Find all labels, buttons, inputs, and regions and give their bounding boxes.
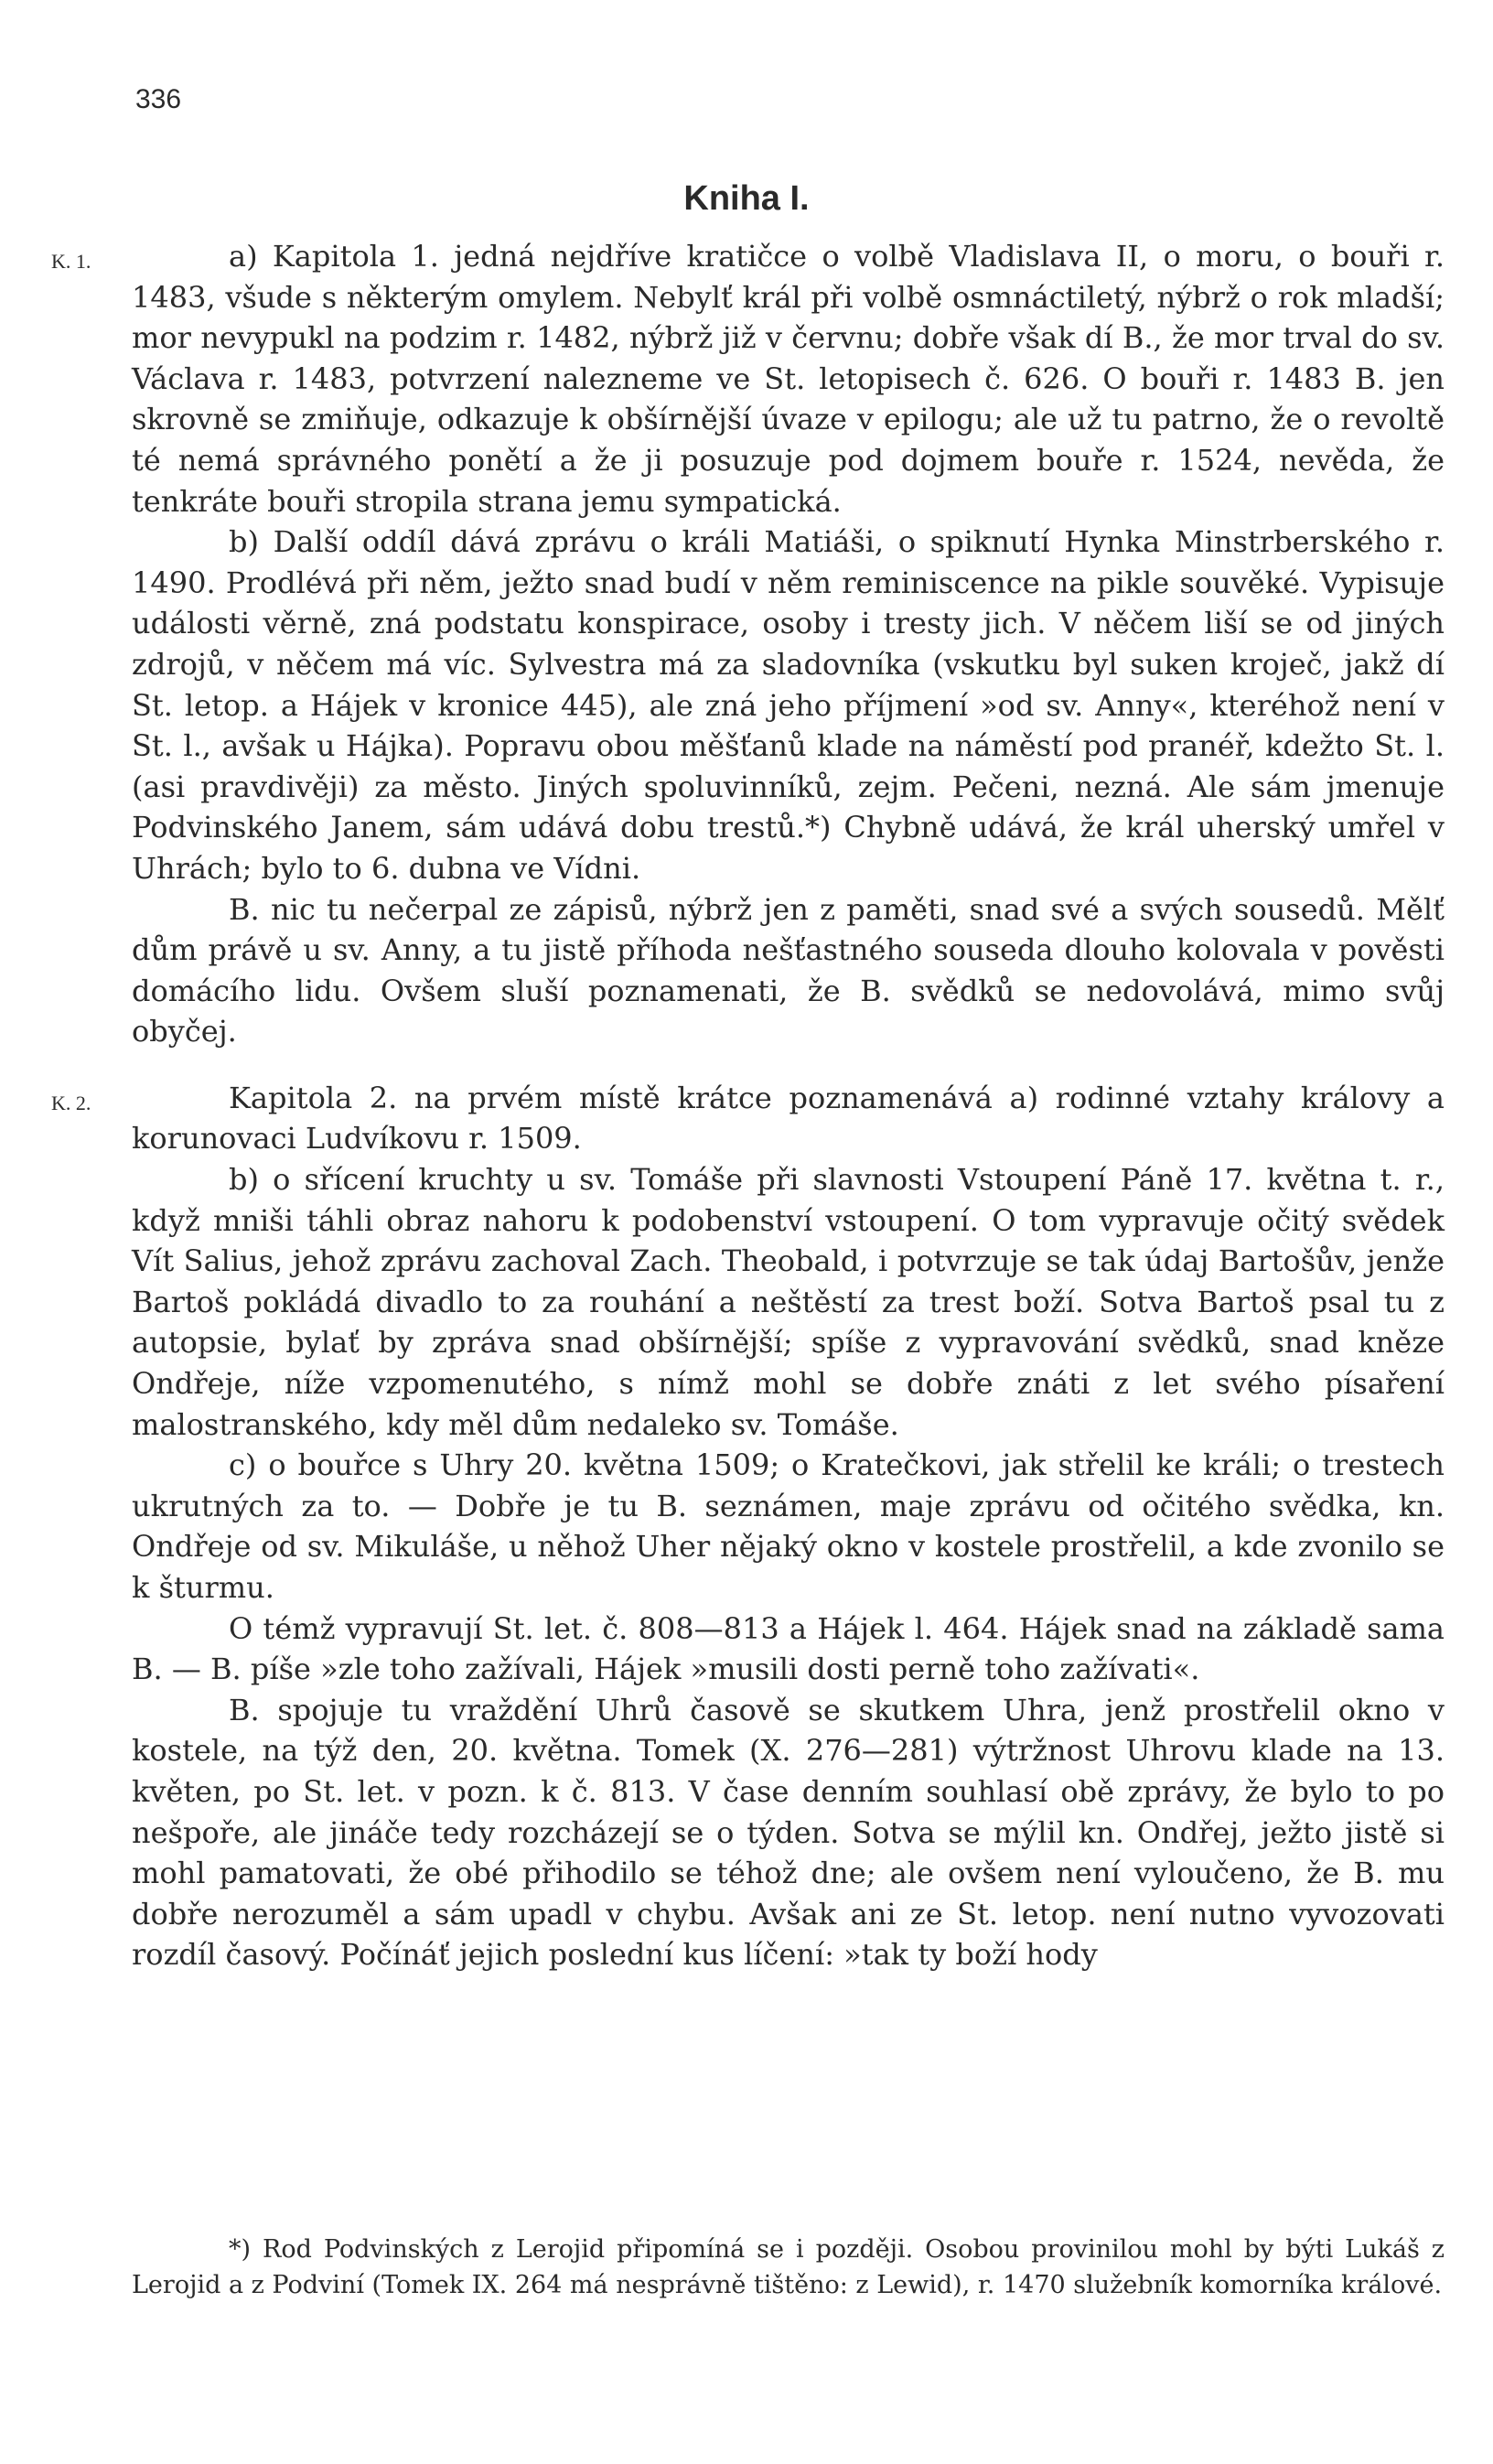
book-heading: Kniha I. <box>683 179 810 218</box>
paragraph-k2 <box>51 1078 1445 1159</box>
footnote: *) Rod Podvinských z Lerojid připomíná se i později. Osobou provinilou mohl by býti Lukáš z Lerojid a z Podviní (Tomek IX. 264 má nesprávně tištěno: z Lewid), r. 1470 služebník komorníka králové. <box>132 2235 1445 2299</box>
paragraph-sources: B. nic tu nečerpal ze zápisů, nýbrž jen z paměti, snad své a svých sousedů. Mělť dům právě u sv. Anny, a tu jistě příhoda nešťastného souseda dlouho kolovala v pověsti domácího lidu. Ovšem sluší poznamenati, že B. svědků se nedovolává, mimo svůj obyčej. <box>132 891 1445 1049</box>
main-text <box>51 236 1445 1975</box>
margin-label-k2: K. 2. <box>51 1091 91 1114</box>
margin-label-k1: K. 1. <box>51 250 91 273</box>
paragraph-text: a) Kapitola 1. jedná nejdříve kratičce o volbě Vladislava II, o moru, o bouři r. 1483, všude s některým omylem. Nebylť král při volbě osmnáctiletý, nýbrž o rok mladší; mor nevypukl na podzim r. 1482, nýbrž již v červnu; dobře však dí B., že mor trval do sv. Václava r. 1483, potvrzení nalezneme ve St. letopisech č. 626. O bouři r. 1483 B. jen skrovně se zmiňuje, odkazuje k obšírnější úvaze v epilogu; ale už tu patrno, že o revoltě té nemá správného ponětí a že ji posuzuje pod dojmem bouře r. 1524, nevěda, že tenkráte bouři stropila strana jemu sympatická. <box>132 239 1445 519</box>
paragraph-hajek: O témž vypravují St. let. č. 808—813 a Hájek l. 464. Hájek snad na základě sama B. — B. píše »zle toho zažívali, Hájek »musili dosti perně toho zažívati«. <box>132 1610 1445 1687</box>
paragraph-k1 <box>51 236 1445 522</box>
paragraph-matias: b) Další oddíl dává zprávu o králi Matiáši, o spiknutí Hynka Minstrberského r. 1490. Prodlévá při něm, ježto snad budí v něm reminiscence na pikle souvěké. Vypisuje události věrně, zná podstatu konspirace, osoby i tresty jich. V něčem liší se od jiných zdrojů, v něčem má víc. Sylvestra má za sladovníka (vskutku byl suken kroječ, jakž dí St. letop. a Hájek v kronice 445), ale zná jeho příjmení »od sv. Anny«, kteréhož není v St. l., avšak u Hájka). Popravu obou měšťanů klade na náměstí pod pranéř, kdežto St. l. (asi pravdivěji) za město. Jiných spoluvinníků, zejm. Pečeni, nezná. Ale sám jmenuje Podvinského Janem, sám udává dobu trestů.*) Chybně udává, že král uherský umřel v Uhrách; bylo to 6. dubna ve Vídni. <box>132 524 1445 886</box>
paragraph-kruchta: b) o sřícení kruchty u sv. Tomáše při slavnosti Vstoupení Páně 17. května t. r., když mniši táhli obraz nahoru k podobenství vstoupení. O tom vypravuje očitý svědek Vít Salius, jehož zprávu zachoval Zach. Theobald, i potvrzuje se tak údaj Bartošův, jenže Bartoš pokládá divadlo to za rouhání a neštěstí za trest boží. Sotva Bartoš psal tu z autopsie, bylať by zpráva snad obšírnější; spíše z vypravování svědků, snad kněze Ondřeje, níže vzpomenutého, s nímž mohl se dobře znáti z let svého písaření malostranského, kdy měl dům nedaleko sv. Tomáše. <box>132 1162 1445 1442</box>
paragraph-text: Kapitola 2. na prvém místě krátce poznamenává a) rodinné vztahy královy a korunovaci Ludvíkovu r. 1509. <box>132 1080 1445 1157</box>
paragraph-chronology: B. spojuje tu vraždění Uhrů časově se skutkem Uhra, jenž prostřelil okno v kostele, na týž den, 20. května. Tomek (X. 276—281) výtržnost Uhrovu klade na 13. květen, po St. let. v pozn. k č. 813. V čase denním souhlasí obě zprávy, že bylo to po nešpoře, ale jináče tedy rozcházejí se o týden. Sotva se mýlil kn. Ondřej, ježto jistě si mohl pamatovati, že obé přihodilo se téhož dne; ale ovšem není vyloučeno, že B. mu dobře nerozuměl a sám upadl v chybu. Avšak ani ze St. letop. není nutno vyvozovati rozdíl časový. Počínáť jejich poslední kus líčení: »tak ty boží hody <box>132 1692 1445 1973</box>
page-number: 336 <box>135 84 182 114</box>
paragraph-bourka: c) o bouřce s Uhry 20. května 1509; o Kratečkovi, jak střelil ke králi; o trestech ukrutných za to. — Dobře je tu B. seznámen, maje zprávu od očitého svědka, kn. Ondřeje od sv. Mikuláše, u něhož Uher nějaký okno v kostele prostřelil, a kde zvonilo se k šturmu. <box>132 1447 1445 1605</box>
